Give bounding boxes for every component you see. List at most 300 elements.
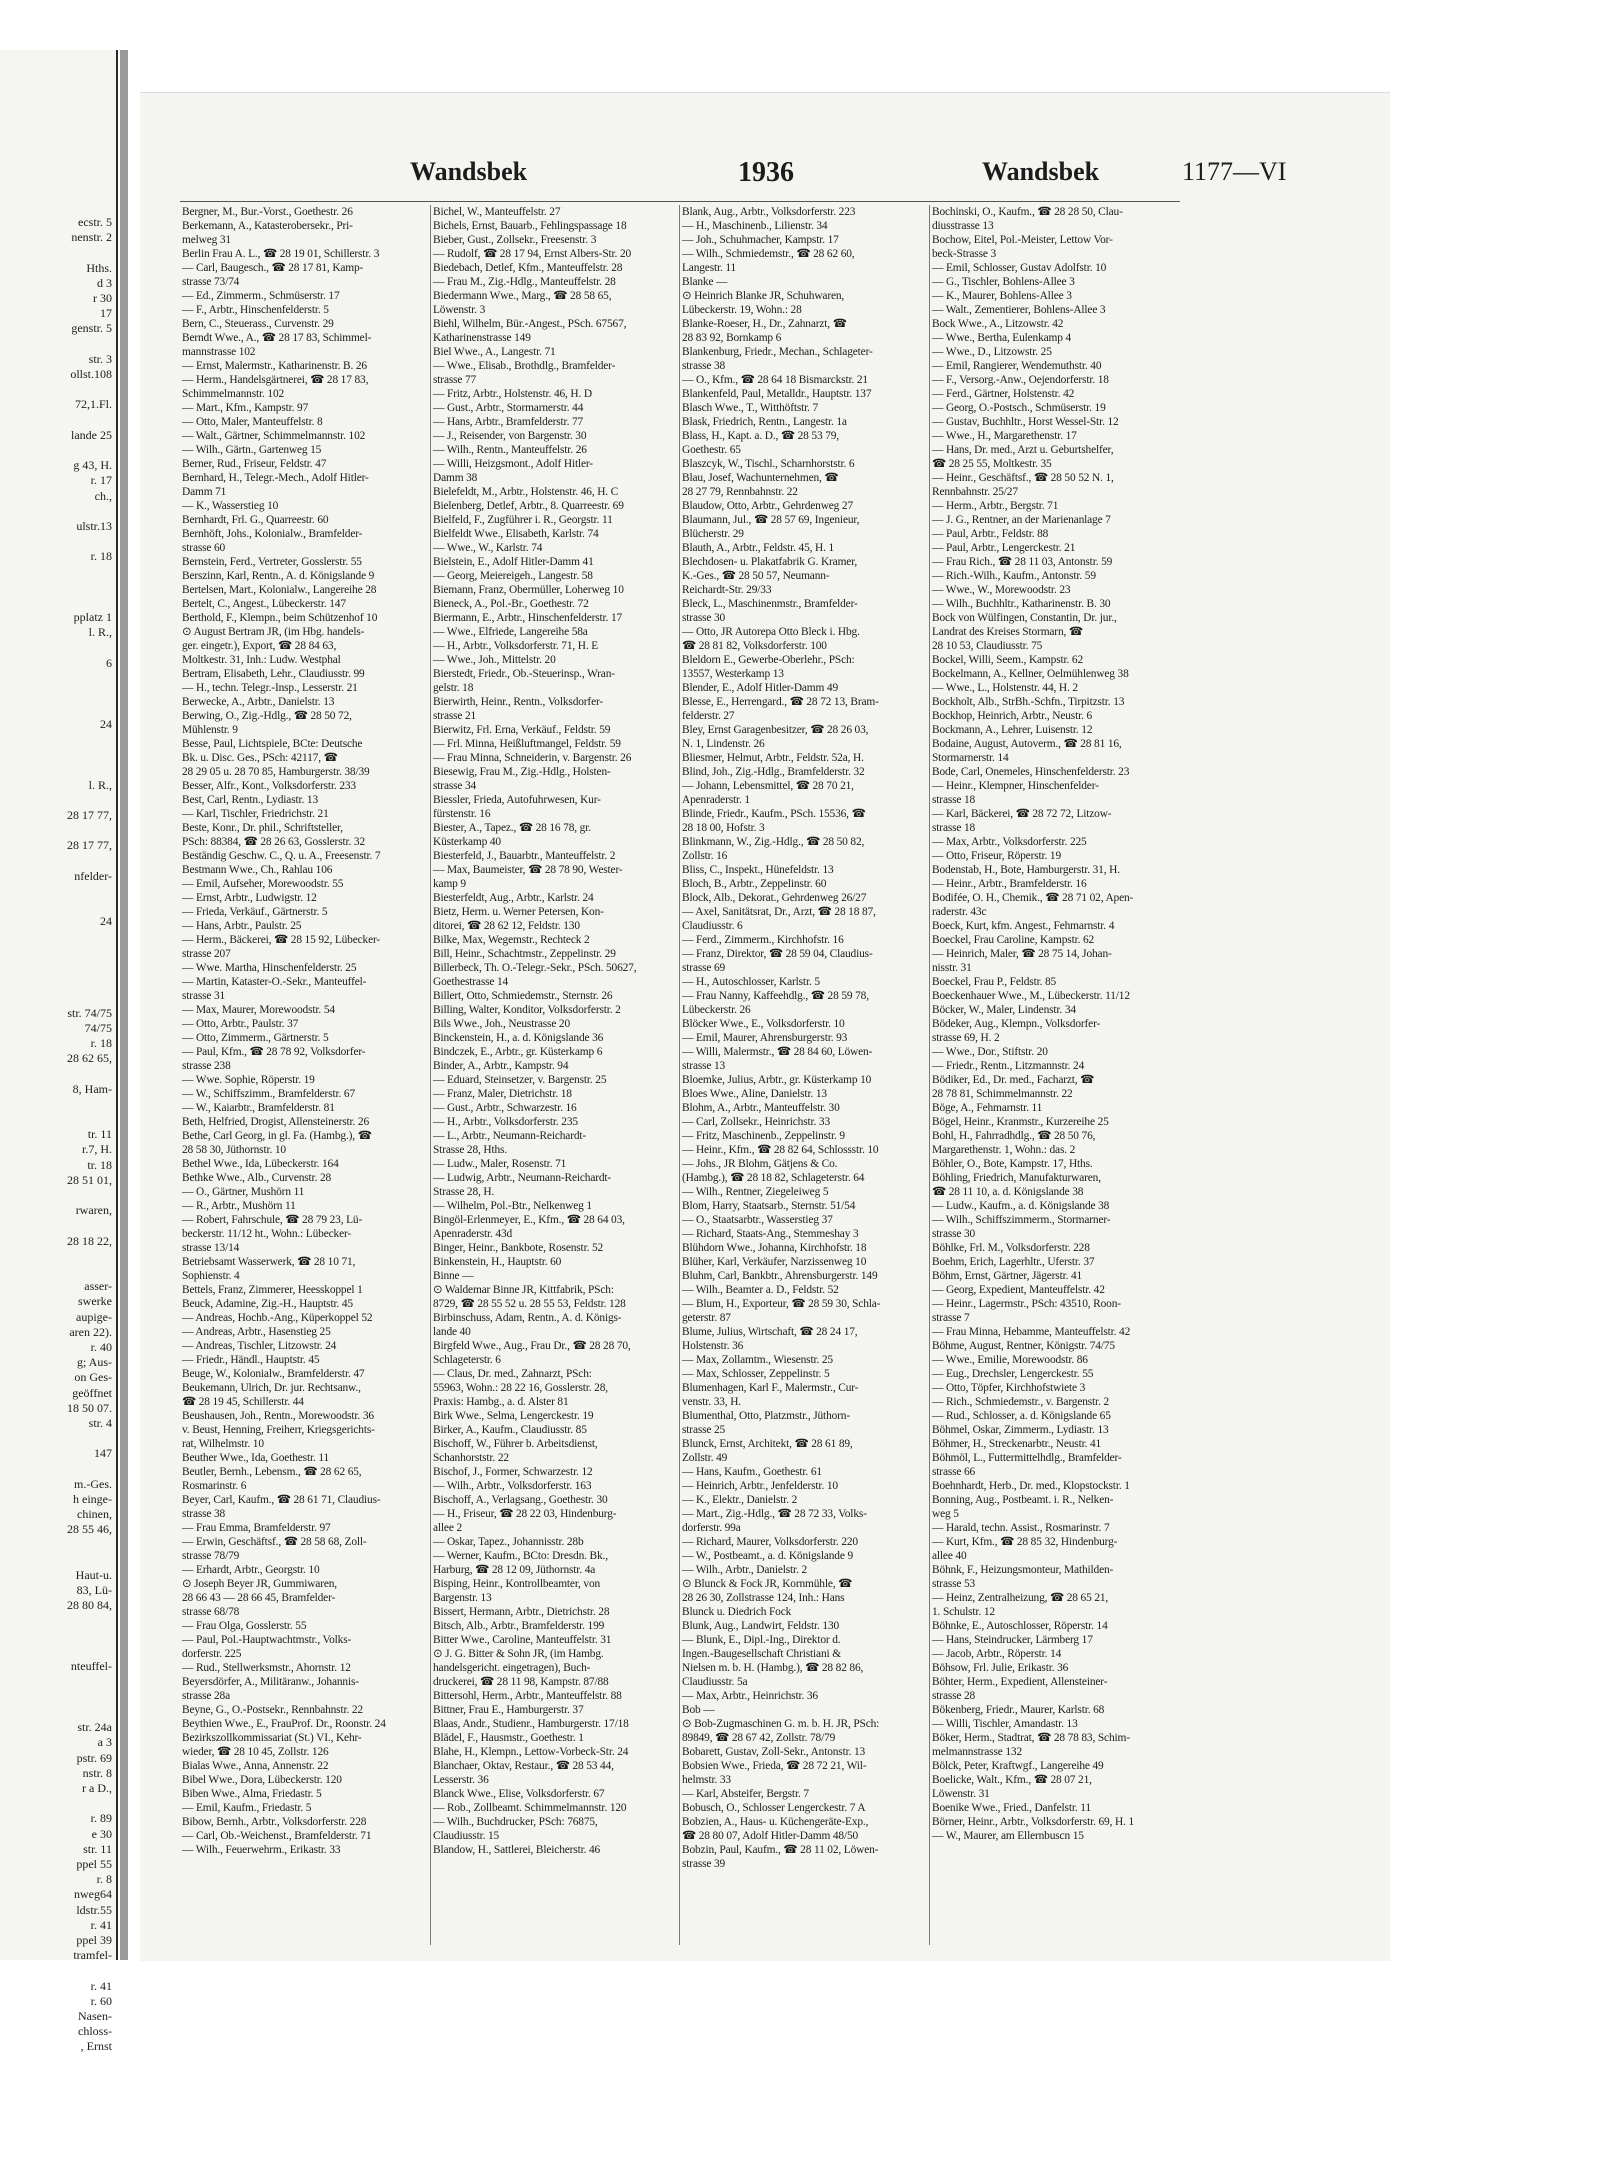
directory-entry: Billerbeck, Th. O.-Telegr.-Sekr., PSch. 50627, [433,962,637,974]
directory-entry: Bertelt, C., Angest., Lübeckerstr. 147 [182,598,346,610]
directory-entry: Bielfeld, F., Zugführer i. R., Georgstr. 11 [433,514,613,526]
stub-fragment [0,1629,116,1644]
directory-entry: Bob — [682,1704,715,1716]
stub-fragment: 28 80 84, [67,1598,112,1613]
directory-entry: druckerei, ☎ 28 11 98, Kampstr. 87/88 [433,1676,609,1688]
stub-fragment [0,702,116,717]
directory-entry: nisstr. 31 [932,962,972,974]
directory-entry: ger. eingetr.), Export, ☎ 28 84 63, [182,640,337,652]
stub-fragment [0,1218,116,1233]
directory-entry: Bluhm, Carl, Bankbtr., Ahrensburgerstr. 149 [682,1270,878,1282]
stub-fragment: tramfel- [73,1948,112,1963]
directory-entry: — Friedr., Händl., Hauptstr. 45 [182,1354,320,1366]
stub-fragment: a 3 [97,1735,112,1750]
directory-entry: Beste, Konr., Dr. phil., Schriftsteller, [182,822,343,834]
directory-entry: Birbinschuss, Adam, Rentn., A. d. Königs- [433,1312,622,1324]
directory-entry: — H., Maschinenb., Lilienstr. 34 [682,220,828,232]
directory-entry: — Paul, Arbtr., Feldstr. 88 [932,528,1049,540]
directory-entry: Bode, Carl, Onemeles, Hinschenfelderstr. 23 [932,766,1130,778]
directory-entry: — Claus, Dr. med., Zahnarzt, PSch: [433,1368,592,1380]
directory-entry: Blender, E., Adolf Hitler-Damm 49 [682,682,839,694]
directory-entry: Beushausen, Joh., Rentn., Morewoodstr. 36 [182,1410,374,1422]
directory-entry: Bökenberg, Friedr., Maurer, Karlstr. 68 [932,1704,1105,1716]
stub-fragment [0,641,116,656]
stub-fragment: chinen, [77,1507,112,1522]
directory-entry: — Eug., Drechsler, Lengerckestr. 55 [932,1368,1094,1380]
directory-entry: Bockmann, A., Lehrer, Luisenstr. 12 [932,724,1093,736]
directory-entry: strasse 7 [932,1312,970,1324]
directory-entry: Boehnhardt, Herb., Dr. med., Klopstockstr. 1 [932,1480,1130,1492]
directory-entry: Blaumann, Jul., ☎ 28 57 69, Ingenieur, [682,514,860,526]
directory-entry: Rennbahnstr. 25/27 [932,486,1018,498]
directory-entry: Blüher, Karl, Verkäufer, Narzissenweg 10 [682,1256,867,1268]
directory-entry: Blunk, Aug., Landwirt, Feldstr. 130 [682,1620,840,1632]
directory-entry: Holstenstr. 36 [682,1340,744,1352]
stub-fragment [0,595,116,610]
directory-entry: — H., techn. Telegr.-Insp., Lesserstr. 21 [182,682,358,694]
directory-entry: 13557, Westerkamp 13 [682,668,784,680]
directory-entry: Bierstedt, Friedr., Ob.-Steuerinsp., Wran- [433,668,615,680]
directory-entry: Stormarnerstr. 14 [932,752,1009,764]
directory-entry: Bierwitz, Frl. Erna, Verkäuf., Feldstr. 59 [433,724,611,736]
directory-entry: Blühdorn Wwe., Johanna, Kirchhofstr. 18 [682,1242,867,1254]
directory-entry: — Heinr., Lagermstr., PSch: 43510, Roon- [932,1298,1121,1310]
stub-fragment: 18 50 07. [67,1400,112,1415]
directory-entry: Best, Carl, Rentn., Lydiastr. 13 [182,794,318,806]
directory-entry: — Richard, Maurer, Volksdorferstr. 220 [682,1536,858,1548]
directory-entry: Damm 38 [433,472,478,484]
stub-fragment: r. 41 [90,1978,112,1993]
directory-entry: Bielefeldt, M., Arbtr., Holstenstr. 46, H. C [433,486,619,498]
directory-entry: 55963, Wohn.: 28 22 16, Gosslerstr. 28, [433,1382,608,1394]
stub-fragment: str. 11 [83,1841,112,1856]
directory-entry: ☎ 28 11 10, a. d. Königslande 38 [932,1186,1084,1198]
stub-fragment: genstr. 5 [71,321,112,336]
directory-entry: Schanhorststr. 22 [433,1452,509,1464]
directory-entry: Bk. u. Disc. Ges., PSch: 42117, ☎ [182,752,338,764]
stub-fragment [0,1705,116,1720]
directory-entry: Bittner, Frau E., Hamburgerstr. 37 [433,1704,584,1716]
directory-entry: strasse 68/78 [182,1606,240,1618]
directory-entry: — Kurt, Kfm., ☎ 28 85 32, Hindenburg- [932,1536,1118,1548]
directory-entry: Blom, Harry, Staatsarb., Sternstr. 51/54 [682,1200,856,1212]
directory-entry: Böker, Herm., Stadtrat, ☎ 28 78 83, Schim- [932,1732,1130,1744]
directory-entry: — H., Arbtr., Volksdorferstr. 235 [433,1116,578,1128]
stub-fragment: str. 3 [88,351,112,366]
stub-fragment [0,1097,116,1112]
directory-entry: Biedermann Wwe., Marg., ☎ 28 58 65, [433,290,612,302]
directory-entry: Blass, H., Kapt. a. D., ☎ 28 53 79, [682,430,840,442]
directory-entry: — Rich., Schmiedemstr., v. Bargenstr. 2 [932,1396,1110,1408]
book-gutter [120,50,128,1960]
directory-entry: Bielenberg, Detlef, Arbtr., 8. Quarreestr. 69 [433,500,624,512]
directory-entry: — Karl, Bäckerei, ☎ 28 72 72, Litzow- [932,808,1112,820]
directory-entry: Blauth, A., Arbtr., Feldstr. 45, H. 1 [682,542,835,554]
stub-fragment [0,732,116,747]
directory-entry: — Herm., Bäckerei, ☎ 28 15 92, Lübecker- [182,934,381,946]
directory-entry: — Emil, Kaufm., Friedastr. 5 [182,1802,312,1814]
directory-entry: Blechdosen- u. Plakatfabrik G. Kramer, [682,556,858,568]
directory-entry: — Hans, Kaufm., Goethestr. 61 [682,1466,822,1478]
directory-entry: Bieneck, A., Pol.-Br., Goethestr. 72 [433,598,589,610]
directory-entry: Bibow, Bernh., Arbtr., Volksdorferstr. 228 [182,1816,367,1828]
directory-entry: strasse 18 [932,822,976,834]
directory-entry: Bethe, Carl Georg, in gl. Fa. (Hambg.), ☎ [182,1130,372,1142]
directory-entry: — Otto, JR Autorepa Otto Bleck i. Hbg. [682,626,860,638]
stub-fragment [0,1249,116,1264]
directory-entry: strasse 39 [682,1858,726,1870]
directory-entry: — Wwe. Sophie, Röperstr. 19 [182,1074,315,1086]
directory-entry: Bödeker, Aug., Klempn., Volksdorfer- [932,1018,1101,1030]
directory-entry: (Hambg.), ☎ 28 18 82, Schlageterstr. 64 [682,1172,865,1184]
stub-fragment: r. 40 [90,1340,112,1355]
directory-entry: — Max, Arbtr., Heinrichstr. 36 [682,1690,818,1702]
stub-fragment: pplatz 1 [73,610,112,625]
directory-entry: Böcker, W., Maler, Lindenstr. 34 [932,1004,1076,1016]
directory-entry: Biehl, Wilhelm, Bür.-Angest., PSch. 67567, [433,318,627,330]
entry-columns [140,205,1390,1955]
directory-entry: strasse 21 [433,710,477,722]
directory-entry: 28 18 00, Hofstr. 3 [682,822,765,834]
directory-entry: — Max, Arbtr., Volksdorferstr. 225 [932,836,1087,848]
directory-entry: Bethel Wwe., Ida, Lübeckerstr. 164 [182,1158,339,1170]
directory-entry: Biesewig, Frau M., Zig.-Hdlg., Holsten- [433,766,611,778]
directory-entry: strasse 28 [932,1690,976,1702]
directory-entry: Ingen.-Baugesellschaft Christiani & [682,1648,841,1660]
directory-entry: — Fritz, Arbtr., Holstenstr. 46, H. D [433,388,592,400]
directory-entry: Blanchaer, Oktav, Restaur., ☎ 28 53 44, [433,1760,614,1772]
directory-entry: — Otto, Maler, Manteuffelstr. 8 [182,416,323,428]
stub-fragment [0,747,116,762]
directory-entry: Lübeckerstr. 26 [682,1004,751,1016]
directory-entry: — Frieda, Verkäuf., Gärtnerstr. 5 [182,906,328,918]
stub-fragment [0,443,116,458]
directory-entry: — Ferd., Zimmerm., Kirchhofstr. 16 [682,934,844,946]
directory-entry: Beständig Geschw. C., Q. u. A., Freesenstr. 7 [182,850,381,862]
directory-entry: — Willi, Malermstr., ☎ 28 84 60, Löwen- [682,1046,873,1058]
directory-entry: Zollstr. 49 [682,1452,728,1464]
directory-entry: Betriebsamt Wasserwerk, ☎ 28 10 71, [182,1256,356,1268]
directory-entry: strasse 13/14 [182,1242,240,1254]
directory-entry: Berwecke, A., Arbtr., Danielstr. 13 [182,696,335,708]
stub-fragment [0,1462,116,1477]
directory-entry: strasse 34 [433,780,477,792]
directory-entry: Biermann, E., Arbtr., Hinschenfelderstr. 17 [433,612,623,624]
directory-entry: ⊙ Joseph Beyer JR, Gummiwaren, [182,1578,337,1590]
directory-entry: Bitsch, Alb., Arbtr., Bramfelderstr. 199 [433,1620,605,1632]
directory-entry: Bobzin, Paul, Kaufm., ☎ 28 11 02, Löwen- [682,1844,879,1856]
directory-entry: Löwenstr. 31 [932,1788,990,1800]
stub-fragment: lande 25 [71,427,112,442]
column-divider [430,205,431,1945]
directory-entry: Blanke-Roeser, H., Dr., Zahnarzt, ☎ [682,318,847,330]
directory-entry: Beutler, Bernh., Lebensm., ☎ 28 62 65, [182,1466,362,1478]
stub-fragment: r. 18 [90,549,112,564]
directory-entry: Bischof, J., Former, Schwarzestr. 12 [433,1466,593,1478]
directory-entry: Blask, Friedrich, Rentn., Langestr. 1a [682,416,847,428]
directory-entry: Bibel Wwe., Dora, Lübeckerstr. 120 [182,1774,342,1786]
directory-entry: — Carl, Zollsekr., Heinrichstr. 33 [682,1116,831,1128]
directory-entry: Boeck, Kurt, kfm. Angest., Fehmarnstr. 4 [932,920,1115,932]
directory-entry: ⊙ August Bertram JR, (im Hbg. handels- [182,626,365,638]
directory-entry: Biel Wwe., A., Langestr. 71 [433,346,556,358]
stub-fragment: r. 17 [90,473,112,488]
stub-fragment: r. 18 [90,1035,112,1050]
directory-entry: Blau, Josef, Wachunternehmen, ☎ [682,472,839,484]
directory-entry: N. 1, Lindenstr. 26 [682,738,765,750]
directory-entry: — J. G., Rentner, an der Marienanlage 7 [932,514,1111,526]
directory-entry: Bichels, Ernst, Bauarb., Fehlingspassage 18 [433,220,627,232]
directory-entry: strasse 238 [182,1060,231,1072]
directory-entry: dorferstr. 99a [682,1522,741,1534]
directory-entry: — Herm., Arbtr., Bergstr. 71 [932,500,1059,512]
directory-entry: Apenraderstr. 43d [433,1228,513,1240]
directory-entry: — Heinr., Geschäftsf., ☎ 28 50 52 N. 1, [932,472,1114,484]
directory-entry: Bernhard, H., Telegr.-Mech., Adolf Hitler- [182,472,369,484]
stub-fragment: g; Aus- [76,1355,112,1370]
stub-fragment [0,1675,116,1690]
directory-entry: — Rud., Stellwerksmstr., Ahornstr. 12 [182,1662,351,1674]
directory-entry: — Wwe., Dor., Stiftstr. 20 [932,1046,1048,1058]
directory-entry: — Georg, Expedient, Manteuffelstr. 42 [932,1284,1105,1296]
directory-entry: kamp 9 [433,878,466,890]
directory-entry: Praxis: Hambg., a. d. Alster 81 [433,1396,569,1408]
directory-entry: Bingöl-Erlenmeyer, E., Kfm., ☎ 28 64 03, [433,1214,625,1226]
directory-entry: — Paul, Kfm., ☎ 28 78 92, Volksdorfer- [182,1046,366,1058]
directory-entry: Bichel, W., Manteuffelstr. 27 [433,206,561,218]
directory-entry: Bockholt, Alb., StrBh.-Schfn., Tirpitzstr. 13 [932,696,1125,708]
directory-entry: Böhnk, F., Heizungsmonteur, Mathilden- [932,1564,1114,1576]
column-divider [679,205,680,1945]
directory-entry: Boeckel, Frau Caroline, Kampstr. 62 [932,934,1095,946]
directory-entry: — Emil, Maurer, Ahrensburgerstr. 93 [682,1032,848,1044]
directory-entry: mannstrasse 102 [182,346,256,358]
directory-entry: — Heinrich, Maler, ☎ 28 75 14, Johan- [932,948,1112,960]
directory-entry: — O., Kfm., ☎ 28 64 18 Bismarckstr. 21 [682,374,868,386]
directory-entry: Blankenfeld, Paul, Metalldr., Hauptstr. 137 [682,388,872,400]
stub-fragment [0,671,116,686]
header-right-title: Wandsbek [982,157,1100,186]
directory-entry: Binne — [433,1270,474,1282]
directory-entry: Bleldorn E., Gewerbe-Oberlehr., PSch: [682,654,855,666]
directory-entry: Goethestrasse 14 [433,976,509,988]
directory-entry: fürstenstr. 16 [433,808,491,820]
directory-entry: — Carl, Baugesch., ☎ 28 17 81, Kamp- [182,262,364,274]
stub-fragment: 28 18 22, [67,1233,112,1248]
stub-fragment [0,793,116,808]
directory-entry: — Frau Rich., ☎ 28 11 03, Antonstr. 59 [932,556,1113,568]
directory-entry: Bittersohl, Herm., Arbtr., Manteuffelstr. 88 [433,1690,622,1702]
directory-entry: Biedebach, Detlef, Kfm., Manteuffelstr. 28 [433,262,623,274]
directory-entry: Beuck, Adamine, Zig.-H., Hauptstr. 45 [182,1298,353,1310]
directory-entry: strasse 77 [433,374,477,386]
directory-entry: Bodifée, O. H., Chemik., ☎ 28 71 02, Apen- [932,892,1134,904]
directory-entry: — Oskar, Tapez., Johannisstr. 28b [433,1536,584,1548]
directory-entry: Bielstein, E., Adolf Hitler-Damm 41 [433,556,594,568]
directory-entry: diusstrasse 13 [932,220,994,232]
directory-entry: gelstr. 18 [433,682,474,694]
column-2 [433,205,678,1950]
directory-entry: — Wilh., Feuerwehrm., Erikastr. 33 [182,1844,341,1856]
directory-entry: — Karl, Absteifer, Bergstr. 7 [682,1788,809,1800]
directory-entry: Reichardt-Str. 29/33 [682,584,772,596]
stub-fragment [0,823,116,838]
directory-entry: Berkemann, A., Katasterobersekr., Pri- [182,220,353,232]
stub-fragment: tr. 18 [87,1157,112,1172]
stub-fragment: ldstr.55 [76,1902,112,1917]
directory-entry: Goethestr. 65 [682,444,741,456]
directory-entry: Blunck, Ernst, Architekt, ☎ 28 61 89, [682,1438,853,1450]
directory-entry: Berlin Frau A. L., ☎ 28 19 01, Schillerstr. 3 [182,248,380,260]
directory-entry: Blumenthal, Otto, Platzmstr., Jüthorn- [682,1410,850,1422]
directory-entry: Blaas, Andr., Studienr., Hamburgerstr. 17/18 [433,1718,629,1730]
directory-entry: Boeckel, Frau P., Feldstr. 85 [932,976,1057,988]
directory-entry: — Otto, Zimmerm., Gärtnerstr. 5 [182,1032,329,1044]
directory-entry: Bitter Wwe., Caroline, Manteuffelstr. 31 [433,1634,612,1646]
directory-entry: — K., Maurer, Bohlens-Allee 3 [932,290,1072,302]
directory-entry: Lesserstr. 36 [433,1774,489,1786]
directory-entry: — Wwe., H., Margarethenstr. 17 [932,430,1077,442]
directory-entry: Blandow, H., Sattlerei, Bleicherstr. 46 [433,1844,601,1856]
directory-entry: Beyer, Carl, Kaufm., ☎ 28 61 71, Claudius- [182,1494,381,1506]
directory-entry: strasse 38 [182,1508,226,1520]
directory-entry: strasse 31 [182,990,226,1002]
directory-entry: Bochinski, O., Kaufm., ☎ 28 28 50, Clau- [932,206,1123,218]
directory-entry: — O., Staatsarbtr., Wasserstieg 37 [682,1214,833,1226]
stub-fragment: tr. 11 [87,1127,112,1142]
directory-entry: Böhm, Ernst, Gärtner, Jägerstr. 41 [932,1270,1083,1282]
directory-entry: — H., Arbtr., Volksdorferstr. 71, H. E [433,640,599,652]
directory-entry: Bethke Wwe., Alb., Curvenstr. 28 [182,1172,332,1184]
directory-entry: — Emil, Rangierer, Wendemuthstr. 40 [932,360,1102,372]
directory-entry: Blank, Aug., Arbtr., Volksdorferstr. 223 [682,206,856,218]
directory-entry: — Wwe., W., Karlstr. 74 [433,542,543,554]
directory-entry: Bochow, Eitel, Pol.-Meister, Lettow Vor- [932,234,1113,246]
directory-entry: Moltkestr. 31, Inh.: Ludw. Westphal [182,654,341,666]
directory-entry: ditorei, ☎ 28 62 12, Feldstr. 130 [433,920,580,932]
directory-entry: — Ludwig, Arbtr., Neumann-Reichardt- [433,1172,612,1184]
directory-entry: beckerstr. 11/12 ht., Wohn.: Lübecker- [182,1228,352,1240]
directory-entry: Bischoff, W., Führer b. Arbeitsdienst, [433,1438,598,1450]
directory-entry: — Frau Olga, Gosslerstr. 55 [182,1620,307,1632]
directory-entry: Bils Wwe., Joh., Neustrasse 20 [433,1018,571,1030]
directory-entry: Bieber, Gust., Zollsekr., Freesenstr. 3 [433,234,597,246]
directory-entry: felderstr. 27 [682,710,735,722]
directory-entry: ⊙ Bob-Zugmaschinen G. m. b. H. JR, PSch: [682,1718,880,1730]
directory-entry: venstr. 33, H. [682,1396,741,1408]
directory-entry: Bindczek, E., Arbtr., gr. Küsterkamp 6 [433,1046,603,1058]
directory-entry: — Rob., Zollbeamt. Schimmelmannstr. 120 [433,1802,627,1814]
directory-entry: melmannstrasse 132 [932,1746,1022,1758]
directory-entry: — Werner, Kaufm., BCto: Dresdn. Bk., [433,1550,608,1562]
directory-entry: Block, Alb., Dekorat., Gehrdenweg 26/27 [682,892,867,904]
directory-entry: Böhme, August, Rentner, Königstr. 74/75 [932,1340,1115,1352]
directory-entry: — Frau Nanny, Kaffeehdlg., ☎ 28 59 78, [682,990,869,1002]
directory-entry: Blunck u. Diedrich Fock [682,1606,792,1618]
stub-fragment: r. 8 [96,1872,112,1887]
directory-entry: — Wwe., W., Morewoodstr. 23 [932,584,1071,596]
stub-fragment [0,930,116,945]
directory-entry: Schimmelmannstr. 102 [182,388,285,400]
directory-entry: — Heinr., Kfm., ☎ 28 82 64, Schlossstr. 10 [682,1144,879,1156]
directory-entry: Bölck, Peter, Kraftwgf., Langereihe 49 [932,1760,1104,1772]
stub-fragment: Nasen- [78,2008,112,2023]
directory-entry: Blaudow, Otto, Arbtr., Gehrdenweg 27 [682,500,854,512]
stub-fragment [0,1796,116,1811]
stub-fragment: l. R., [88,625,112,640]
directory-entry: — Martin, Kataster-O.-Sekr., Manteuffel- [182,976,367,988]
stub-fragment [0,580,116,595]
stub-fragment: swerke [78,1294,112,1309]
directory-entry: lande 40 [433,1326,471,1338]
directory-entry: Boelicke, Walt., Kfm., ☎ 28 07 21, [932,1774,1092,1786]
directory-entry: — Georg, O.-Postsch., Schmüserstr. 19 [932,402,1106,414]
directory-entry: — Frl. Minna, Heißluftmangel, Feldstr. 59 [433,738,621,750]
directory-entry: v. Beust, Henning, Freiherr, Kriegsgerichts- [182,1424,375,1436]
directory-entry: Bödiker, Ed., Dr. med., Facharzt, ☎ [932,1074,1095,1086]
stub-fragment: str. 24a [77,1720,112,1735]
directory-entry: — Wwe., Bertha, Eulenkamp 4 [932,332,1072,344]
directory-entry: Blohm, A., Arbtr., Manteuffelstr. 30 [682,1102,840,1114]
directory-entry: — L., Arbtr., Neumann-Reichardt- [433,1130,587,1142]
directory-entry: — Wilh., Arbtr., Volksdorferstr. 163 [433,1480,592,1492]
directory-entry: Berthold, F., Klempn., beim Schützenhof 10 [182,612,378,624]
directory-entry: Besser, Alfr., Kont., Volksdorferstr. 233 [182,780,356,792]
stub-fragment: r a D., [82,1780,112,1795]
directory-entry: Bockhop, Heinrich, Arbtr., Neustr. 6 [932,710,1093,722]
directory-entry: — Hans, Arbtr., Bramfelderstr. 77 [433,416,584,428]
stub-fragment: pstr. 69 [76,1750,112,1765]
directory-entry: Blesse, E., Herrengard., ☎ 28 72 13, Bram- [682,696,879,708]
directory-entry: Besse, Paul, Lichtspiele, BCte: Deutsche [182,738,363,750]
directory-entry: raderstr. 43c [932,906,987,918]
directory-entry: Bohl, H., Fahrradhdlg., ☎ 28 50 76, [932,1130,1096,1142]
stub-fragment: 28 55 46, [67,1522,112,1537]
directory-entry: — F., Versorg.-Anw., Oejendorferstr. 18 [932,374,1109,386]
directory-entry: Landrat des Kreises Stormarn, ☎ [932,626,1083,638]
directory-entry: Birgfeld Wwe., Aug., Frau Dr., ☎ 28 28 70, [433,1340,631,1352]
directory-entry: Bestmann Wwe., Ch., Rahlau 106 [182,864,333,876]
stub-fragment [0,686,116,701]
directory-entry: — Gustav, Buchhltr., Horst Wessel-Str. 12 [932,416,1119,428]
directory-entry: Bargenstr. 13 [433,1592,492,1604]
directory-entry: Beth, Helfried, Drogist, Allensteinerstr. 26 [182,1116,370,1128]
directory-entry: strasse 69, H. 2 [932,1032,1000,1044]
stub-fragment: Haut-u. [75,1568,112,1583]
directory-entry: 1. Schulstr. 12 [932,1606,995,1618]
directory-entry: Biester, A., Tapez., ☎ 28 16 78, gr. [433,822,591,834]
directory-entry: — Erhardt, Arbtr., Georgstr. 10 [182,1564,320,1576]
directory-entry: — Ferd., Gärtner, Holstenstr. 42 [932,388,1075,400]
directory-entry: Beuge, W., Kolonialw., Bramfelderstr. 47 [182,1368,365,1380]
directory-entry: — Harald, techn. Assist., Rosmarinstr. 7 [932,1522,1110,1534]
directory-entry: weg 5 [932,1508,959,1520]
directory-entry: Bertelsen, Mart., Kolonialw., Langereihe 28 [182,584,377,596]
stub-fragment: geöffnet [72,1385,112,1400]
directory-entry: Böhmel, Oskar, Zimmerm., Lydiastr. 13 [932,1424,1109,1436]
directory-entry: Binder, A., Arbtr., Kampstr. 94 [433,1060,569,1072]
stub-fragment [0,1066,116,1081]
directory-entry: Bögel, Heinr., Kranmstr., Kurzereihe 25 [932,1116,1109,1128]
directory-entry: ⊙ Heinrich Blanke JR, Schuhwaren, [682,290,845,302]
stub-fragment: 17 [100,306,112,321]
directory-entry: — Wwe., D., Litzowstr. 25 [932,346,1052,358]
stub-fragment [0,975,116,990]
directory-entry: Strasse 28, H. [433,1186,495,1198]
directory-entry: Billing, Walter, Konditor, Volksdorferstr. 2 [433,1004,621,1016]
directory-entry: 28 26 30, Zollstrasse 124, Inh.: Hans [682,1592,845,1604]
directory-entry: Claudiusstr. 5a [682,1676,748,1688]
